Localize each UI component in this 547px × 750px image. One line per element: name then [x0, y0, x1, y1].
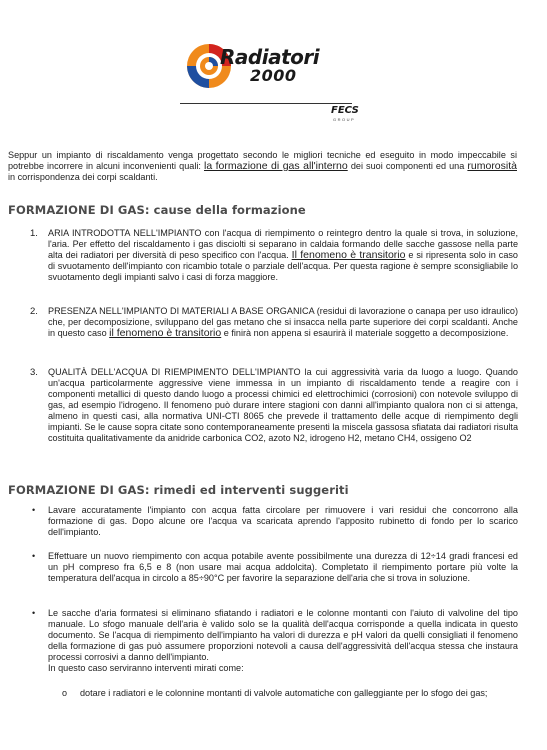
- header-divider: [180, 103, 352, 104]
- intro-text: Seppur un impianto di riscaldamento venga progettato secondo le migliori tecniche ed eseguito in modo impeccabile si potrebbe incorrere in alcuni inconvenienti quali:: [8, 150, 517, 171]
- partner-logo: FECS: [331, 105, 359, 116]
- remedy-item-2: Effettuare un nuovo riempimento con acqua potabile avente possibilmente una durezza di 12÷14 gradi francesi ed un pH compreso fra 6,5 e 8 (non usare mai acqua addolcita). Completato il riempimento portare più volte la temperatura dell'acqua in circolo a 85÷90°C per favorire la separazione dell'aria che si trova in soluzione.: [48, 551, 518, 583]
- intro-text: in corrispondenza dei corpi scaldanti.: [8, 172, 158, 182]
- link-noise[interactable]: rumorosità: [467, 160, 517, 172]
- link-transitory-1[interactable]: Il fenomeno è transitorio: [291, 249, 406, 261]
- partner-logo-sub: GROUP: [333, 117, 356, 122]
- link-transitory-2[interactable]: il fenomeno è transitorio: [109, 327, 222, 339]
- section-heading-remedies: FORMAZIONE DI GAS: rimedi ed interventi suggeriti: [8, 483, 349, 497]
- remedy-item-1: Lavare accuratamente l'impianto con acqua fatta circolare per rimuovere i vari residui che concorrono alla formazione di gas. Dopo alcune ore l'acqua va scaricata aprendo l'apposito rubinetto di fondo per lo scarico dell'impianto.: [48, 505, 518, 537]
- cause-item-1: ARIA INTRODOTTA NELL'IMPIANTO con l'acqua di riempimento o reintegro dentro la quale si trova, in soluzione, l'aria. Per effetto del riscaldamento i gas disciolti si separano in caldaia formando delle sacche gassose nella parte alta dei radiatori per diversità di peso specifico con l'acqua. Il fenomeno è transitorio e si ripresenta solo in caso di svuotamento dell'impianto con ricambio totale o parziale dell'acqua. Per questa ragione è sempre sconsigliabile lo svuotamento degli impianti salvo i casi di forza maggiore.: [48, 228, 518, 282]
- intro-paragraph: [8, 150, 517, 183]
- remedy-item-3: Le sacche d'aria formatesi si eliminano sfiatando i radiatori e le colonne montanti con l'aiuto di valvoline del tipo manuale. Lo sfogo manuale dell'aria è valido solo se la qualità dell'acqua corrisponde a quella indicata in questo documento. Se l'acqua di riempimento dell'impianto ha valori di durezza e pH valori da quelli consigliati il fenomeno della formazione di gas può assumere proporzioni notevoli a causa dell'aggressività dell'acqua stessa che instaura processi corrosivi a danno dell'impianto. In questo caso serviranno interventi mirati come:: [48, 608, 518, 673]
- bullet-marker: •: [32, 608, 36, 618]
- sub-bullet-marker: o: [62, 688, 68, 698]
- item-number: 1.: [30, 228, 38, 239]
- bullet-marker: •: [32, 505, 36, 515]
- item-number: 3.: [30, 367, 38, 378]
- section-heading-causes: FORMAZIONE DI GAS: cause della formazione: [8, 203, 306, 217]
- item-number: 2.: [30, 306, 38, 317]
- cause-item-2: PRESENZA NELL'IMPIANTO DI MATERIALI A BASE ORGANICA (residui di lavorazione o canapa per uso idraulico) che, per decomposizione, sviluppano del gas metano che si insacca nella parte superiore dei corpi scaldanti. Anche in questo caso il fenomeno è transitorio e finirà non appena si esaurirà il materiale soggetto a decomposizione.: [48, 306, 518, 339]
- intro-text: dei suoi componenti ed una: [347, 161, 468, 171]
- bullet-marker: •: [32, 551, 36, 561]
- remedy-item-3-tail: In questo caso serviranno interventi mirati come:: [48, 663, 244, 673]
- cause-item-3: QUALITÀ DELL'ACQUA DI RIEMPIMENTO DELL'IMPIANTO la cui aggressività varia da luogo a luogo. Quando un'acqua particolarmente aggressive viene immessa in un impianto di riscaldamento tende a reagire con i componenti metallici di questo dando luogo a processi chimici ed elettrochimici (corrosioni) con notevole sviluppo di gas, ad esempio l'idrogeno. Il fenomeno può durare intere stagioni con danni all'impianto qualora non ci si attenga, almeno in questi casi, alla normativa UNI-CTI 8065 che prevede il trattamento delle acque di riempimento degli impianti. Se le cause sopra citate sono contemporaneamente presenti la miscela gassosa sfiatata dai radiatori risulta costituita qualitativamente da anidride carbonica CO2, azoto N2, idrogeno H2, metano CH4, ossigeno O2: [48, 367, 518, 443]
- brand-name: Radiatori: [220, 45, 320, 69]
- brand-year: 2000: [250, 66, 297, 85]
- link-gas-formation[interactable]: la formazione di gas all'interno: [203, 160, 348, 172]
- remedy-subitem-1: dotare i radiatori e le colonnine montanti di valvole automatiche con galleggiante per lo sfogo dei gas;: [80, 688, 488, 698]
